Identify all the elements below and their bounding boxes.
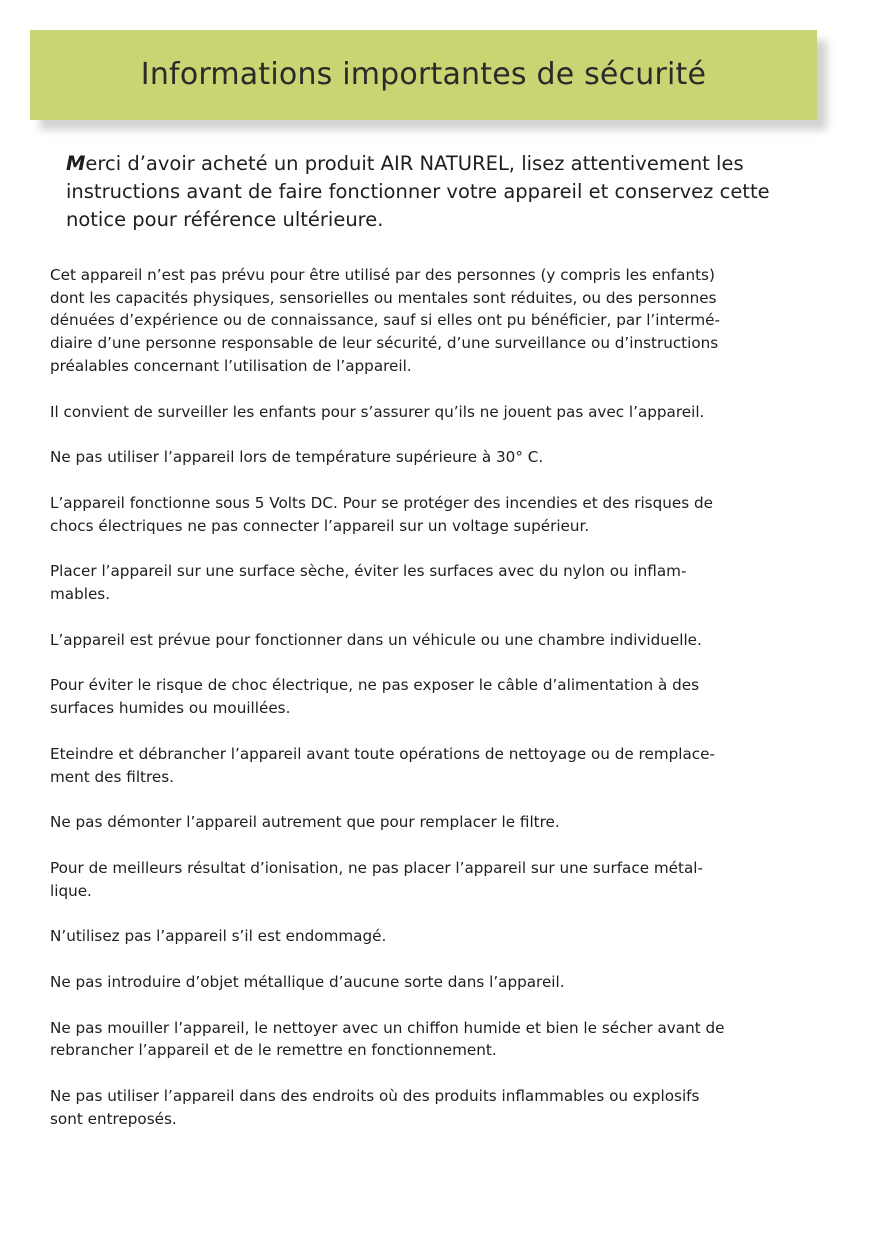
safety-rule: N’utilisez pas l’appareil s’il est endommagé. (50, 927, 387, 946)
safety-rule: Eteindre et débrancher l’appareil avant toute opérations de nettoyage ou de remplace- ment des filtres. (50, 744, 715, 786)
intro-initial-letter: M (66, 152, 86, 175)
safety-rule: Cet appareil n’est pas prévu pour être utilisé par des personnes (y compris les enfants) dont les capacités physiques, sensorielles ou mentales sont réduites, ou des personnes dénuées d’expérience ou de connaissance, sauf si elles ont pu bénéficier, par l’intermé- diaire d’une personne responsable de leur sécurité, d’une surveillance ou d’instructions préalables concernant l’utilisation de l’appareil. (50, 266, 720, 375)
safety-rule: Placer l’appareil sur une surface sèche, éviter les surfaces avec du nylon ou inflam- mables. (50, 562, 687, 604)
safety-rules-list (50, 264, 820, 1154)
header-band (30, 30, 817, 120)
safety-rule: Ne pas mouiller l’appareil, le nettoyer avec un chiffon humide et bien le sécher avant de rebrancher l’appareil et de le remettre en fonctionnement. (50, 1018, 725, 1060)
intro-text: erci d’avoir acheté un produit AIR NATUREL, lisez attentivement les instructions avant de faire fonctionner votre appareil et conservez cette notice pour référence ultérieure. (66, 152, 770, 231)
safety-rule: Ne pas introduire d’objet métallique d’aucune sorte dans l’appareil. (50, 973, 565, 992)
safety-rule: Pour éviter le risque de choc électrique, ne pas exposer le câble d’alimentation à des surfaces humides ou mouillées. (50, 676, 700, 718)
page-title: Informations importantes de sécurité (140, 57, 707, 92)
safety-rule: Pour de meilleurs résultat d’ionisation, ne pas placer l’appareil sur une surface métal- lique. (50, 858, 703, 900)
intro-paragraph (66, 150, 836, 234)
safety-rule: Il convient de surveiller les enfants pour s’assurer qu’ils ne jouent pas avec l’appareil. (50, 402, 705, 421)
safety-rule: Ne pas utiliser l’appareil dans des endroits où des produits inflammables ou explosifs sont entreposés. (50, 1087, 700, 1128)
safety-rule: Ne pas utiliser l’appareil lors de température supérieure à 30° C. (50, 448, 544, 467)
safety-rule: L’appareil est prévue pour fonctionner dans un véhicule ou une chambre individuelle. (50, 630, 702, 649)
safety-rule: L’appareil fonctionne sous 5 Volts DC. Pour se protéger des incendies et des risques de chocs électriques ne pas connecter l’appareil sur un voltage supérieur. (50, 493, 713, 535)
safety-rule: Ne pas démonter l’appareil autrement que pour remplacer le filtre. (50, 813, 560, 832)
